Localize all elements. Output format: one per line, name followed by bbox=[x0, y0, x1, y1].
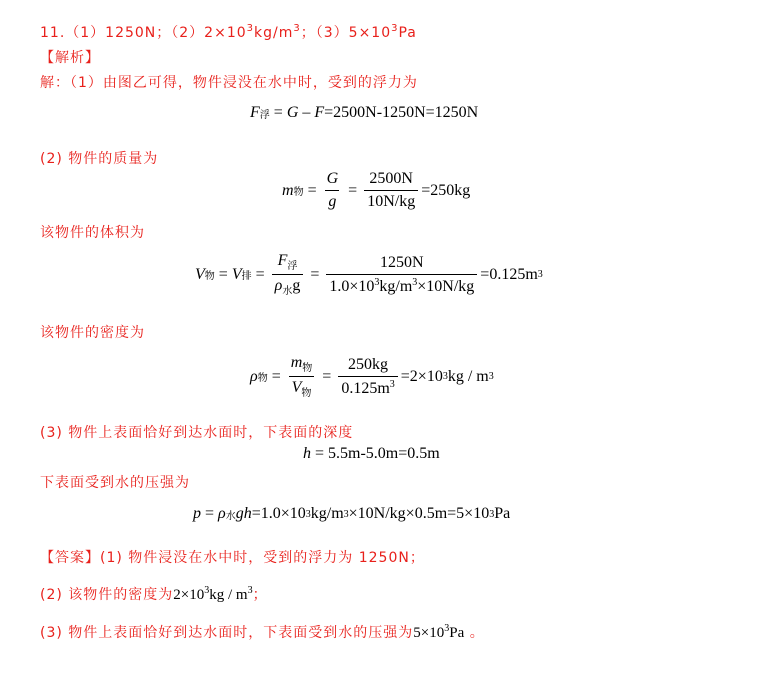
answer3-end: 。 bbox=[464, 625, 485, 641]
eq1-G: G bbox=[286, 104, 299, 121]
eq3-V-sub: 物 bbox=[204, 271, 215, 282]
eq3-frac2-den-a: 1.0×10 bbox=[329, 277, 375, 295]
equation-density bbox=[250, 354, 494, 399]
eq3-V: V bbox=[195, 265, 205, 283]
eq3-frac1-den-rho: ρ bbox=[274, 277, 283, 294]
step5-intro: (3) 物件上表面恰好到达水面时，下表面的深度 bbox=[40, 425, 354, 441]
eq3-frac2-den-c: ×10N/kg bbox=[417, 277, 475, 295]
eq6-exp3: 3 bbox=[489, 508, 495, 520]
eq3-frac2-den-b-exp: 3 bbox=[412, 276, 418, 288]
eq4-fraction-2 bbox=[338, 356, 397, 398]
eq2-fraction-1 bbox=[324, 170, 342, 211]
eq4-rho-sub: 物 bbox=[257, 373, 268, 384]
answer2-end: ； bbox=[252, 587, 268, 603]
answer2-text: (2) 该物件的密度为 bbox=[40, 587, 174, 603]
eq4-frac2-den-exp: 3 bbox=[389, 378, 395, 390]
eq3-frac1-den-g: g bbox=[292, 277, 301, 294]
header-part1-unit-exp: 3 bbox=[293, 23, 301, 34]
step6-intro: 下表面受到水的压强为 bbox=[40, 475, 190, 491]
eq4-frac1-den: V bbox=[291, 379, 302, 396]
eq4-frac2-num: 250kg bbox=[348, 355, 389, 373]
eq4-result-exp: 3 bbox=[442, 371, 448, 382]
eq4-frac2-den: 0.125m bbox=[341, 379, 390, 397]
eq2-fraction-2 bbox=[364, 170, 418, 211]
eq6-p: p bbox=[193, 505, 201, 522]
eq1-F-sub: 浮 bbox=[259, 109, 270, 121]
answer2-value-exp: 3 bbox=[204, 585, 210, 596]
eq3-V2-sub: 排 bbox=[241, 271, 252, 282]
answer3-unit: Pa bbox=[449, 625, 465, 641]
eq4-frac1-num-sub: 物 bbox=[302, 363, 313, 374]
header-part1-unit: kg/m bbox=[254, 25, 294, 41]
header-part2: ；（3）5×10 bbox=[300, 25, 392, 41]
step2-intro: (2) 物件的质量为 bbox=[40, 151, 159, 167]
question-header bbox=[40, 22, 417, 42]
eq4-equals: = bbox=[267, 367, 285, 385]
eq2-m-sub: 物 bbox=[293, 187, 304, 198]
eq6-gh: gh bbox=[235, 505, 252, 522]
eq3-V2: V bbox=[231, 265, 242, 283]
eq6-equals: = bbox=[201, 505, 219, 522]
eq1-F: F bbox=[250, 104, 260, 121]
eq3-frac1-den-rho-sub: 水 bbox=[282, 286, 293, 297]
eq6-exp1: 3 bbox=[305, 508, 311, 520]
answer2-unit-exp: 3 bbox=[247, 585, 253, 596]
eq3-equals: = bbox=[214, 265, 232, 283]
answer-line-2 bbox=[40, 584, 268, 604]
equation-buoyancy bbox=[250, 104, 478, 122]
eq4-frac1-den-sub: 物 bbox=[301, 388, 312, 399]
eq6-part4: Pa bbox=[494, 505, 511, 522]
eq6-exp2: 3 bbox=[343, 508, 349, 520]
eq2-equals: = bbox=[303, 181, 321, 199]
equation-pressure bbox=[193, 505, 510, 523]
question-number: 11. bbox=[40, 25, 66, 41]
answer3-value-exp: 3 bbox=[444, 623, 450, 634]
header-part1: （1）1250N；（2）2×10 bbox=[65, 25, 247, 41]
eq3-result-exp: 3 bbox=[537, 269, 543, 280]
header-part1-exp: 3 bbox=[246, 23, 255, 34]
eq3-frac1-num: F bbox=[277, 252, 288, 269]
eq1-F2: F bbox=[314, 104, 325, 121]
eq2-result: =250kg bbox=[421, 181, 471, 199]
eq4-equals-2: = bbox=[318, 367, 336, 385]
eq3-result: =0.125m bbox=[480, 265, 538, 283]
eq6-part2: kg/m bbox=[310, 505, 344, 522]
answer-line-1: 【答案】(1) 物件浸没在水中时，受到的浮力为 1250N； bbox=[40, 550, 425, 566]
analysis-label: 【解析】 bbox=[40, 50, 100, 66]
eq3-fraction-2 bbox=[326, 254, 477, 296]
eq2-frac2-den: 10N/kg bbox=[364, 190, 418, 211]
answer3-text: (3) 物件上表面恰好到达水面时，下表面受到水的压强为 bbox=[40, 625, 414, 641]
eq3-fraction-1 bbox=[272, 252, 304, 297]
eq5-result: = 5.5m-5.0m=0.5m bbox=[311, 445, 440, 462]
step1-intro: 解：（1）由图乙可得，物件浸没在水中时，受到的浮力为 bbox=[40, 75, 418, 91]
eq1-result: =2500N-1250N=1250N bbox=[324, 104, 479, 121]
eq3-frac2-num: 1250N bbox=[380, 253, 424, 271]
answer2-value: 2×10 bbox=[173, 587, 205, 603]
answer2-unit: kg / m bbox=[209, 587, 248, 603]
eq6-part1: =1.0×10 bbox=[251, 505, 306, 522]
eq3-equals-2: = bbox=[251, 265, 269, 283]
equation-volume bbox=[195, 252, 543, 297]
eq6-part3: ×10N/kg×0.5m=5×10 bbox=[348, 505, 490, 522]
eq2-frac1-den: g bbox=[325, 190, 339, 211]
eq1-minus: – bbox=[298, 104, 315, 121]
eq2-frac2-num: 2500N bbox=[369, 170, 413, 187]
eq4-fraction-1 bbox=[288, 354, 316, 399]
eq3-equals-3: = bbox=[306, 265, 324, 283]
header-part2-exp: 3 bbox=[391, 23, 399, 34]
eq2-frac1-num: G bbox=[326, 170, 339, 187]
answer3-value: 5×10 bbox=[413, 625, 445, 641]
eq1-equals: = bbox=[269, 104, 287, 121]
equation-depth bbox=[303, 445, 440, 463]
answer-line-3 bbox=[40, 622, 485, 642]
equation-mass bbox=[282, 170, 470, 211]
eq6-rho: ρ bbox=[218, 505, 226, 522]
header-part2-unit: Pa bbox=[398, 25, 417, 41]
eq6-rho-sub: 水 bbox=[225, 510, 236, 522]
eq2-m: m bbox=[282, 181, 294, 199]
eq5-h: h bbox=[303, 445, 311, 462]
eq3-frac2-den-b: kg/m bbox=[379, 277, 413, 295]
eq3-frac2-den-a-exp: 3 bbox=[374, 276, 380, 288]
step4-intro: 该物件的密度为 bbox=[40, 325, 145, 341]
eq4-result-unit: kg / m bbox=[447, 367, 489, 385]
eq4-rho: ρ bbox=[250, 367, 258, 385]
eq4-frac1-num: m bbox=[290, 354, 303, 371]
eq2-equals-2: = bbox=[344, 181, 362, 199]
step3-intro: 该物件的体积为 bbox=[40, 225, 145, 241]
eq3-frac1-num-sub: 浮 bbox=[287, 261, 298, 272]
eq4-result-unit-exp: 3 bbox=[488, 371, 494, 382]
eq4-result: =2×10 bbox=[400, 367, 443, 385]
